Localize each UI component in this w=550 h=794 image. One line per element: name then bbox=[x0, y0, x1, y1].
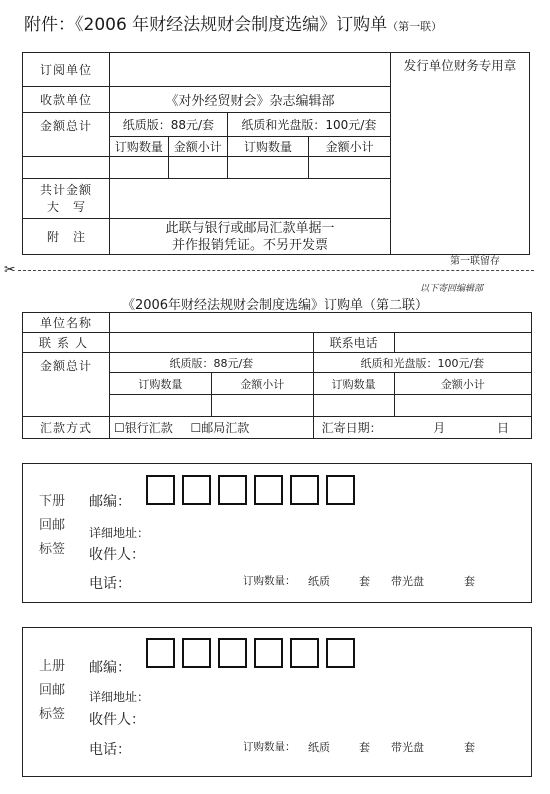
remit-date-label: 汇寄日期： bbox=[321, 421, 382, 435]
cd-subtotal-label: 金额小计 bbox=[309, 137, 391, 157]
bank-remit-checkbox[interactable]: ☐ bbox=[114, 421, 125, 435]
side-line2: 回邮 bbox=[39, 518, 66, 533]
set-unit-2: 套 bbox=[464, 741, 475, 754]
payee-value: 《对外经贸财会》杂志编辑部 bbox=[110, 87, 391, 113]
cd-subtotal-field[interactable] bbox=[309, 157, 391, 179]
zip-digit-box-3[interactable] bbox=[218, 475, 247, 505]
phone-label: 电话： bbox=[89, 576, 131, 592]
zip-digit-box-6[interactable] bbox=[326, 475, 355, 505]
header-prefix: 附件： bbox=[24, 15, 75, 35]
spacer-cell bbox=[23, 157, 110, 179]
phone-label: 电话： bbox=[89, 742, 131, 758]
remit-date bbox=[313, 417, 531, 439]
scissors-icon: ✂ bbox=[4, 262, 16, 278]
paper-price-2: 纸质版：88元/套 bbox=[110, 353, 314, 373]
remit-method-label: 汇款方式 bbox=[23, 417, 110, 439]
return-label-volume-2 bbox=[22, 463, 532, 603]
cd-qty-label-2: 订购数量 bbox=[313, 373, 394, 395]
cd-price: 纸质和光盘版：100元/套 bbox=[227, 113, 390, 137]
paper-subtotal-label: 金额小计 bbox=[168, 137, 227, 157]
address-label: 详细地址： bbox=[89, 690, 150, 704]
cd-label: 带光盘 bbox=[391, 575, 424, 588]
stamp-label: 发行单位财务专用章 bbox=[403, 58, 517, 73]
zip-digit-box-1[interactable] bbox=[146, 638, 175, 668]
paper-label: 纸质 bbox=[308, 575, 330, 588]
set-unit-2: 套 bbox=[464, 575, 475, 588]
phone-field[interactable] bbox=[394, 333, 531, 353]
form2-title: 《2006年财经法规财会制度选编》订购单（第二联） bbox=[121, 298, 429, 313]
paper-price: 纸质版：88元/套 bbox=[110, 113, 228, 137]
contact-label: 联系人 bbox=[23, 333, 110, 353]
cd-subtotal-label-2: 金额小计 bbox=[394, 373, 531, 395]
side-line2: 回邮 bbox=[39, 683, 66, 698]
form-title: 《2006 年财经法规财会制度选编》订购单 bbox=[75, 15, 388, 35]
stamp-area bbox=[391, 53, 530, 255]
note-label: 附注 bbox=[23, 219, 110, 255]
cd-qty-field[interactable] bbox=[227, 157, 309, 179]
contact-field[interactable] bbox=[110, 333, 314, 353]
remit-month-label: 月 bbox=[433, 421, 446, 435]
address-label: 详细地址： bbox=[89, 526, 150, 540]
cut-line bbox=[18, 270, 534, 271]
zip-label: 邮编： bbox=[89, 494, 131, 510]
post-remit-label: 邮局汇款 bbox=[201, 421, 250, 435]
zip-digit-box-3[interactable] bbox=[218, 638, 247, 668]
payee-label: 收款单位 bbox=[23, 87, 110, 113]
remit-options bbox=[110, 417, 314, 439]
paper-subtotal-field-2[interactable] bbox=[211, 395, 313, 417]
zip-digit-box-5[interactable] bbox=[290, 638, 319, 668]
paper-qty-label: 订购数量 bbox=[110, 137, 169, 157]
return-label-volume-1 bbox=[22, 627, 532, 777]
zip-digit-box-1[interactable] bbox=[146, 475, 175, 505]
zip-digit-box-5[interactable] bbox=[290, 475, 319, 505]
zip-digit-box-4[interactable] bbox=[254, 475, 283, 505]
subscriber-field[interactable] bbox=[110, 53, 391, 87]
return-label-side-title bbox=[39, 655, 65, 727]
amount-total-label: 金额总计 bbox=[23, 113, 110, 157]
copy-note: （第一联） bbox=[387, 20, 443, 33]
set-unit-1: 套 bbox=[359, 741, 370, 754]
note-text-line1: 此联与银行或邮局汇款单据一 bbox=[165, 220, 335, 236]
phone-label: 联系电话 bbox=[313, 333, 394, 353]
paper-qty-field[interactable] bbox=[110, 157, 169, 179]
paper-label: 纸质 bbox=[308, 741, 330, 754]
paper-qty-field-2[interactable] bbox=[110, 395, 212, 417]
cd-qty-field-2[interactable] bbox=[313, 395, 394, 417]
paper-subtotal-label-2: 金额小计 bbox=[211, 373, 313, 395]
zip-digit-box-4[interactable] bbox=[254, 638, 283, 668]
unit-name-field[interactable] bbox=[110, 313, 532, 333]
order-form-copy-1 bbox=[22, 52, 530, 255]
recipient-label: 收件人： bbox=[89, 712, 145, 728]
order-qty-label: 订购数量： bbox=[243, 575, 296, 587]
cd-price-2: 纸质和光盘版：100元/套 bbox=[313, 353, 531, 373]
side-line3: 标签 bbox=[39, 542, 66, 557]
side-line3: 标签 bbox=[39, 707, 66, 722]
retained-note: 第一联留存 bbox=[450, 256, 500, 267]
paper-qty-label-2: 订购数量 bbox=[110, 373, 212, 395]
cd-label: 带光盘 bbox=[391, 741, 424, 754]
bank-remit-label: 银行汇款 bbox=[124, 421, 173, 435]
zip-digit-box-2[interactable] bbox=[182, 638, 211, 668]
subscriber-label: 订阅单位 bbox=[23, 53, 110, 87]
total-amount-field[interactable] bbox=[110, 179, 391, 219]
post-remit-checkbox[interactable]: ☐ bbox=[190, 421, 202, 435]
zip-digit-box-6[interactable] bbox=[326, 638, 355, 668]
cut-note: 以下寄回编辑部 bbox=[420, 284, 484, 294]
recipient-label: 收件人： bbox=[89, 547, 145, 563]
note-text bbox=[110, 219, 391, 255]
return-label-side-title bbox=[39, 490, 65, 562]
cd-qty-label: 订购数量 bbox=[227, 137, 309, 157]
amount-total-label-2: 金额总计 bbox=[23, 353, 110, 417]
total-amount-label-line2: 大写 bbox=[46, 199, 99, 214]
note-text-line2: 并作报销凭证。不另开发票 bbox=[171, 237, 328, 253]
cd-subtotal-field-2[interactable] bbox=[394, 395, 531, 417]
page-header bbox=[24, 10, 442, 35]
side-line1: 上册 bbox=[39, 659, 66, 674]
order-qty-label: 订购数量： bbox=[243, 741, 296, 753]
side-line1: 下册 bbox=[39, 494, 66, 509]
total-amount-label-line1: 共计金额 bbox=[39, 182, 92, 197]
zip-label: 邮编： bbox=[89, 660, 131, 676]
total-amount-label bbox=[23, 179, 110, 219]
order-form-copy-2 bbox=[22, 312, 532, 439]
unit-name-label: 单位名称 bbox=[23, 313, 110, 333]
zip-digit-box-2[interactable] bbox=[182, 475, 211, 505]
paper-subtotal-field[interactable] bbox=[168, 157, 227, 179]
set-unit-1: 套 bbox=[359, 575, 370, 588]
remit-day-label: 日 bbox=[496, 421, 509, 435]
